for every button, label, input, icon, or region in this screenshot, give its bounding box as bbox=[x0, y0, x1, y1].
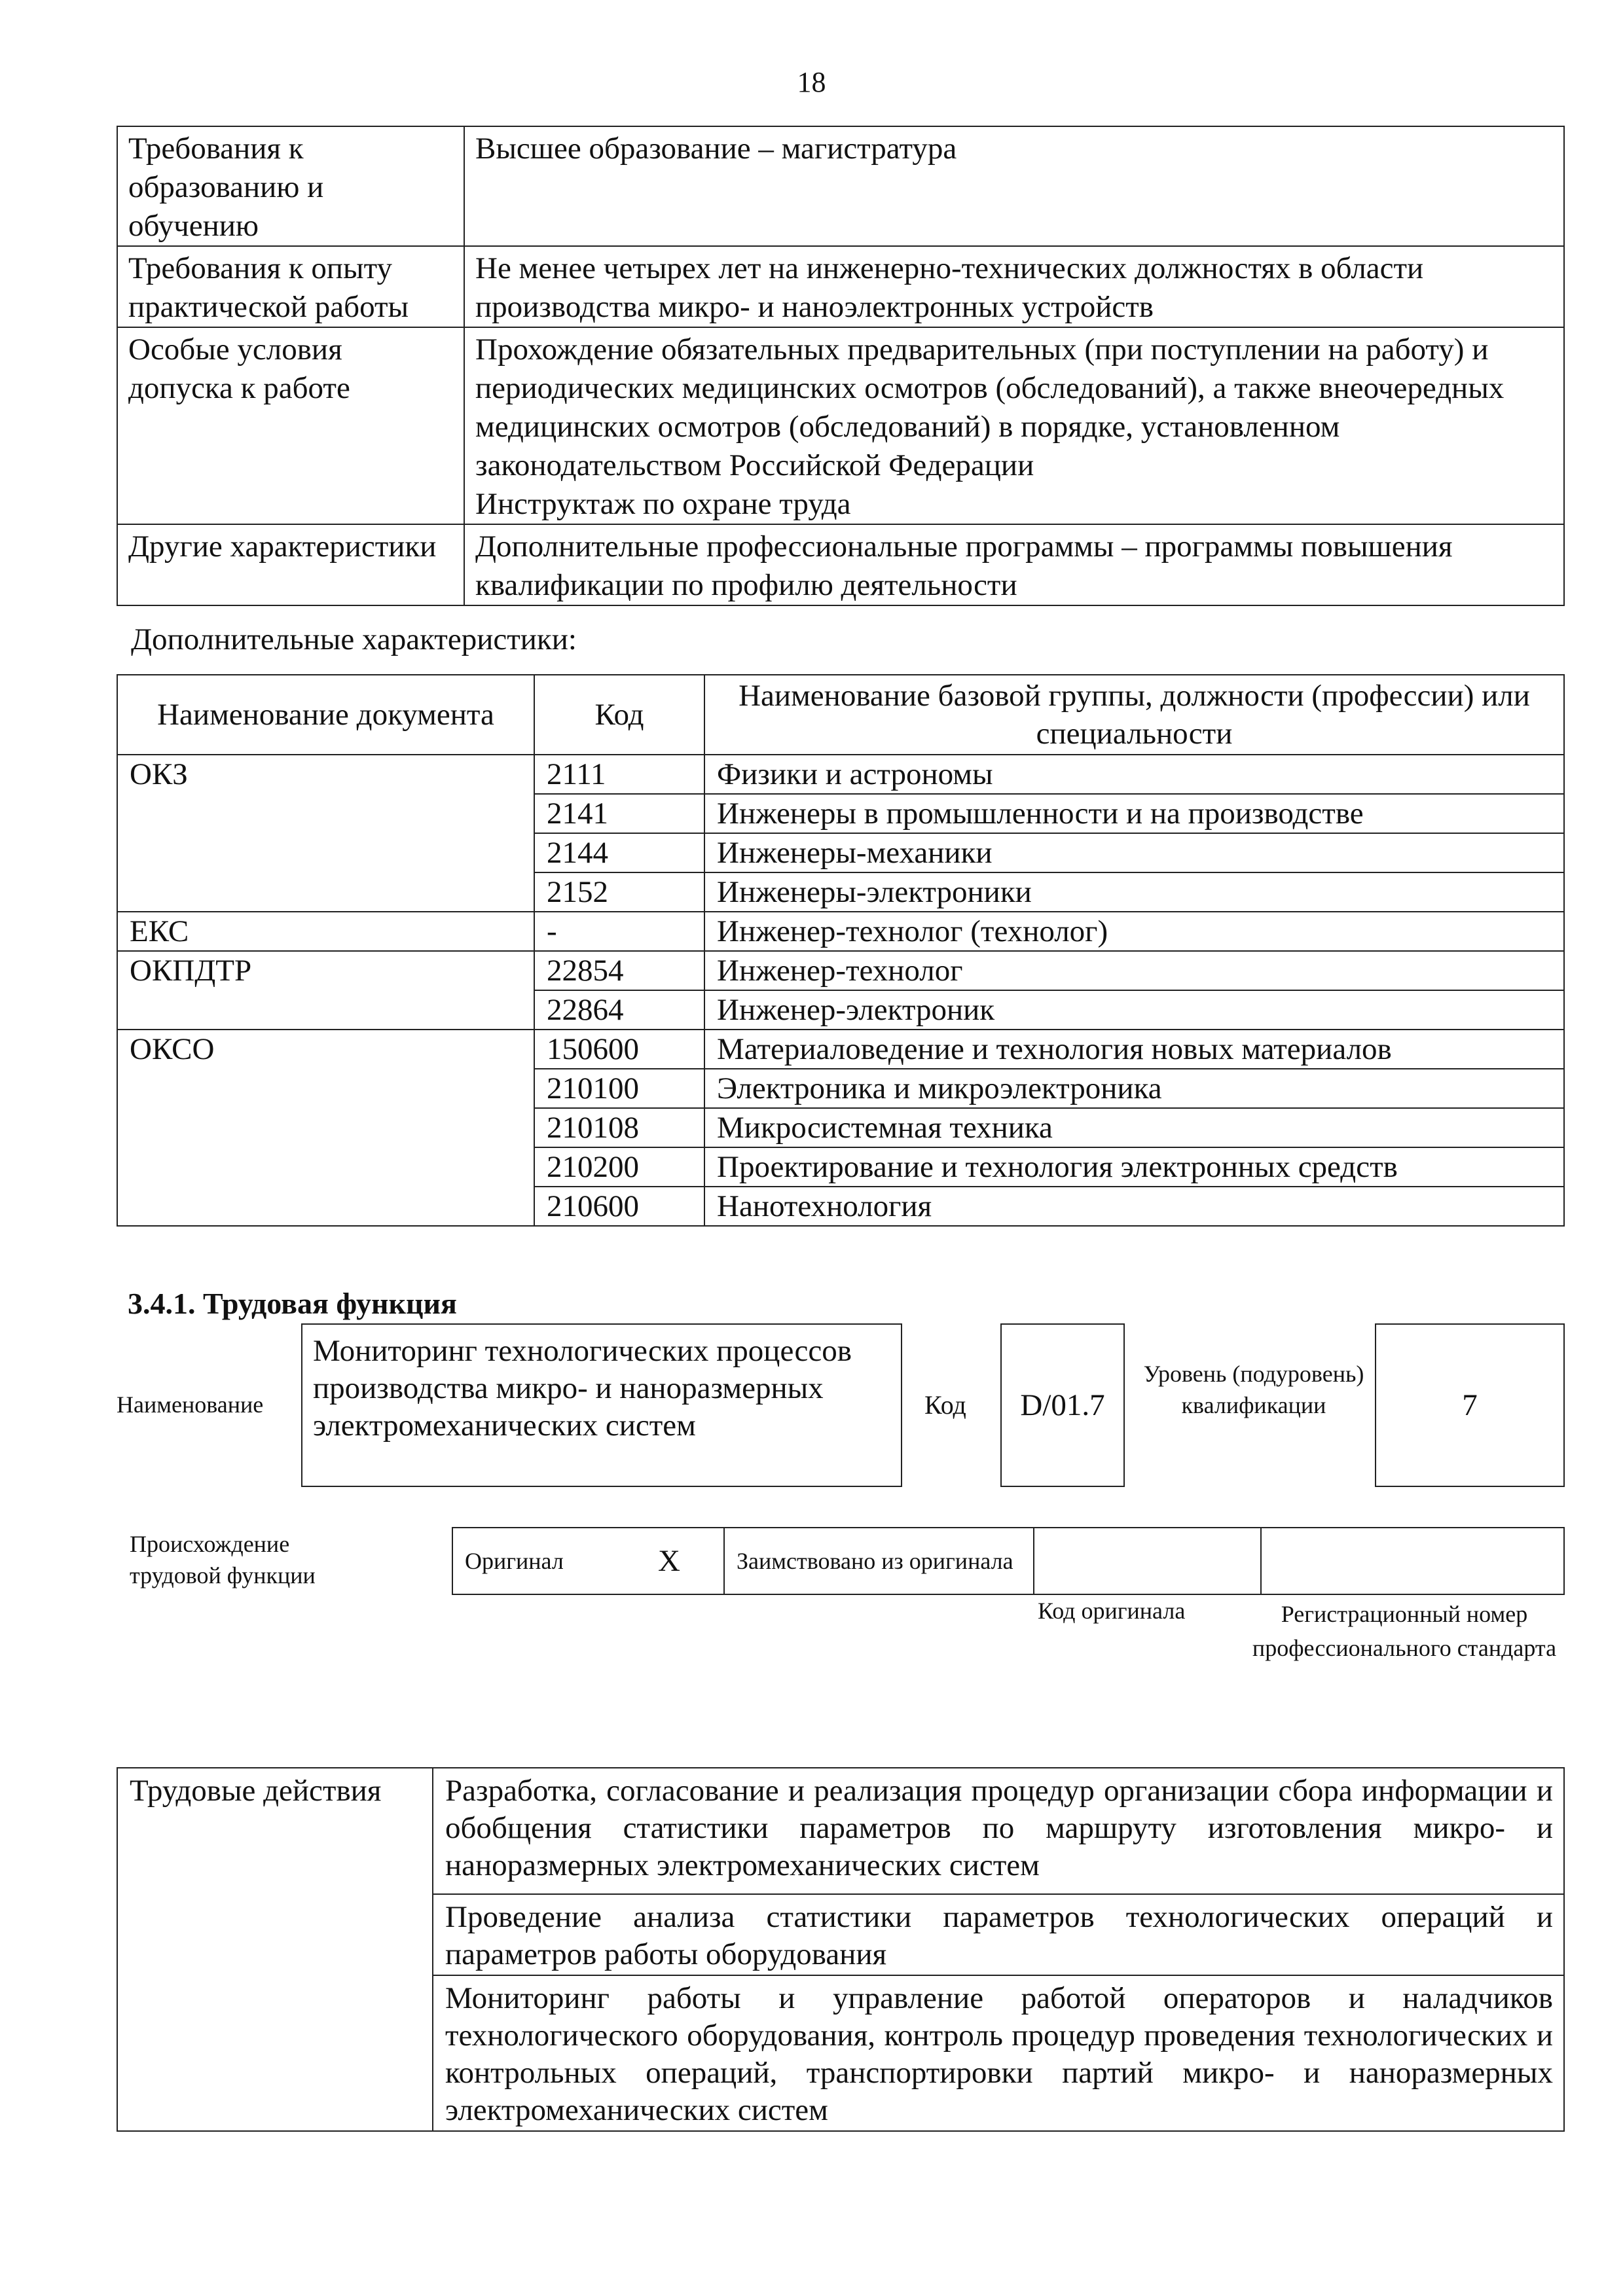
section-title: 3.4.1. Трудовая функция bbox=[128, 1287, 457, 1320]
original-mark: X bbox=[658, 1544, 680, 1578]
row-label: Особые условия допуска к работе bbox=[117, 327, 464, 524]
table-row bbox=[117, 327, 1564, 524]
table-row bbox=[117, 912, 1564, 951]
table-row bbox=[117, 951, 1564, 990]
doc-name-cell: ОКСО bbox=[117, 1030, 534, 1226]
origin-label: Происхождение трудовой функции bbox=[130, 1531, 316, 1588]
labor-action-item: Разработка, согласование и реализация процедур организации сбора информации и обобщения статистики параметров по маршруту изготовления микро- и наноразмерных электромеханических систем bbox=[433, 1768, 1564, 1894]
page-number: 18 bbox=[797, 66, 826, 98]
name-cell: Нанотехнология bbox=[704, 1187, 1564, 1226]
name-cell: Инженер-электроник bbox=[704, 990, 1564, 1030]
column-header: Код bbox=[534, 675, 704, 755]
code-cell: 150600 bbox=[534, 1030, 704, 1069]
row-label: Другие характеристики bbox=[117, 524, 464, 605]
table-header-row bbox=[117, 675, 1564, 755]
additional-heading: Дополнительные характеристики: bbox=[131, 622, 577, 656]
table-row bbox=[117, 1030, 1564, 1069]
function-name-label: Наименование bbox=[117, 1391, 264, 1418]
table-row bbox=[452, 1528, 1564, 1594]
code-cell: 2141 bbox=[534, 794, 704, 833]
labor-action-item: Проведение анализа статистики параметров технологических операций и параметров работы оборудования bbox=[433, 1894, 1564, 1975]
table-row bbox=[117, 755, 1564, 794]
qualification-level-label: Уровень (подуровень) квалификации bbox=[1143, 1361, 1364, 1418]
row-value: Высшее образование – магистратура bbox=[464, 126, 1564, 246]
reg-number-cell bbox=[1261, 1528, 1564, 1594]
table-row bbox=[117, 246, 1564, 327]
column-header: Наименование базовой группы, должности (профессии) или специальности bbox=[704, 675, 1564, 755]
name-cell: Инженеры-электроники bbox=[704, 872, 1564, 912]
row-value: Дополнительные профессиональные программы – программы повышения квалификации по профилю деятельности bbox=[464, 524, 1564, 605]
name-cell: Физики и астрономы bbox=[704, 755, 1564, 794]
code-original-cell bbox=[1034, 1528, 1261, 1594]
code-cell: 210100 bbox=[534, 1069, 704, 1108]
original-label: Оригинал bbox=[465, 1548, 564, 1574]
name-cell: Инженеры-механики bbox=[704, 833, 1564, 872]
name-cell: Инженер-технолог bbox=[704, 951, 1564, 990]
function-code-value: D/01.7 bbox=[1020, 1388, 1105, 1422]
labor-actions-table bbox=[117, 1767, 1565, 2132]
code-cell: 210200 bbox=[534, 1147, 704, 1187]
classifier-table bbox=[117, 674, 1565, 1227]
code-cell: 2144 bbox=[534, 833, 704, 872]
code-cell: 210600 bbox=[534, 1187, 704, 1226]
code-cell: 22864 bbox=[534, 990, 704, 1030]
origin-table bbox=[452, 1527, 1565, 1595]
doc-name-cell: ОКЗ bbox=[117, 755, 534, 912]
labor-actions-label: Трудовые действия bbox=[117, 1768, 433, 2131]
qualification-level-box bbox=[1375, 1323, 1565, 1487]
row-value-line: Инструктаж по охране труда bbox=[475, 487, 851, 521]
reg-number-caption: Регистрационный номер профессионального стандарта bbox=[1252, 1601, 1557, 1661]
code-cell: - bbox=[534, 912, 704, 951]
table-row bbox=[117, 1768, 1564, 1894]
code-cell: 210108 bbox=[534, 1108, 704, 1147]
function-name-box: Мониторинг технологических процессов производства микро- и наноразмерных электромеханических систем bbox=[301, 1323, 902, 1487]
row-value: Не менее четырех лет на инженерно-технических должностях в области производства микро- и наноэлектронных устройств bbox=[464, 246, 1564, 327]
name-cell: Инженер-технолог (технолог) bbox=[704, 912, 1564, 951]
name-cell: Инженеры в промышленности и на производстве bbox=[704, 794, 1564, 833]
row-value-line: Прохождение обязательных предварительных (при поступлении на работу) и периодических медицинских осмотров (обследований), а также внеочередных медицинских осмотров (обследований) в порядке, установленном законодательством Российской Федерации bbox=[475, 332, 1504, 482]
borrowed-cell: Заимствовано из оригинала bbox=[724, 1528, 1034, 1594]
row-label: Требования к опыту практической работы bbox=[117, 246, 464, 327]
code-original-caption: Код оригинала bbox=[1038, 1598, 1186, 1624]
code-cell: 2152 bbox=[534, 872, 704, 912]
doc-name-cell: ОКПДТР bbox=[117, 951, 534, 1030]
code-cell: 22854 bbox=[534, 951, 704, 990]
labor-action-item: Мониторинг работы и управление работой операторов и наладчиков технологического оборудования, контроль процедур проведения технологических и контрольных операций, транспортировки партий микро- и наноразмерных электромеханических систем bbox=[433, 1975, 1564, 2131]
name-cell: Электроника и микроэлектроника bbox=[704, 1069, 1564, 1108]
doc-name-cell: ЕКС bbox=[117, 912, 534, 951]
function-code-box bbox=[1000, 1323, 1125, 1487]
row-value bbox=[464, 327, 1564, 524]
name-cell: Материаловедение и технология новых материалов bbox=[704, 1030, 1564, 1069]
row-label: Требования к образованию и обучению bbox=[117, 126, 464, 246]
original-cell bbox=[452, 1528, 724, 1594]
column-header: Наименование документа bbox=[117, 675, 534, 755]
function-code-label: Код bbox=[924, 1390, 966, 1420]
name-cell: Проектирование и технология электронных средств bbox=[704, 1147, 1564, 1187]
name-cell: Микросистемная техника bbox=[704, 1108, 1564, 1147]
table-row bbox=[117, 126, 1564, 246]
qualification-level-value: 7 bbox=[1462, 1388, 1478, 1422]
requirements-table bbox=[117, 126, 1565, 606]
code-cell: 2111 bbox=[534, 755, 704, 794]
table-row bbox=[117, 524, 1564, 605]
